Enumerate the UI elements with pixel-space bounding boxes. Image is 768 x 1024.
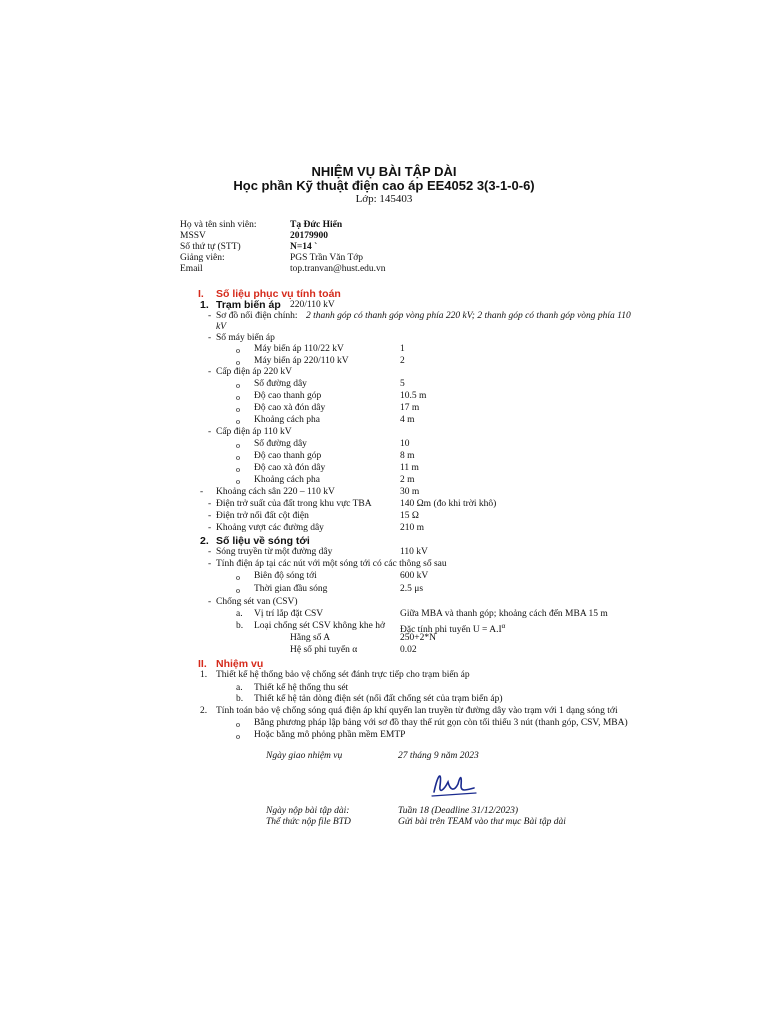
circle-bullet-icon: o xyxy=(236,358,240,367)
task-number: 2. xyxy=(200,706,208,716)
task-number: a. xyxy=(236,683,243,693)
csv-exponent: α xyxy=(501,622,506,630)
ngay-nop-label: Ngày nộp bài tập dài: xyxy=(266,806,350,816)
song-truyen-label: Sóng truyền từ một đường dây xyxy=(216,547,333,557)
cap110-item-label: Khoảng cách pha xyxy=(254,475,320,485)
cap110-item-value: 8 m xyxy=(400,451,415,461)
circle-bullet-icon: o xyxy=(236,417,240,426)
hang-so-label: Hằng số A xyxy=(290,633,331,643)
tinh-dien-ap-text: Tính điện áp tại các nút với một sóng tới có các thông số sau xyxy=(216,559,447,569)
so-do-label: Sơ đồ nối điện chính: xyxy=(216,311,298,321)
signature-icon xyxy=(428,766,480,802)
circle-bullet-icon: o xyxy=(236,441,240,450)
mba-label: Máy biến áp 220/110 kV xyxy=(254,356,349,366)
course-line: Học phần Kỹ thuật điện cao áp EE4052 3(3-1-0-6) xyxy=(233,178,535,193)
email-link[interactable]: top.tranvan@hust.edu.vn xyxy=(290,264,386,274)
section-1-number: I. xyxy=(198,288,204,300)
task-text: Thiết kế hệ tản dòng điện sét (nối đất chống sét của trạm biến áp) xyxy=(254,694,503,704)
ngay-giao-value: 27 tháng 9 năm 2023 xyxy=(398,751,479,761)
circle-bullet-icon: o xyxy=(236,381,240,390)
dash-bullet: - xyxy=(208,499,212,509)
cap110-item-label: Số đường dây xyxy=(254,439,307,449)
info-label: Họ và tên sinh viên: xyxy=(180,220,257,230)
subsection-1-number: 1. xyxy=(200,299,209,311)
so-may-label: Số máy biến áp xyxy=(216,333,275,343)
cap110-label: Cấp điện áp 110 kV xyxy=(216,427,292,437)
cap220-item-label: Khoảng cách pha xyxy=(254,415,320,425)
ngay-nop-value: Tuần 18 (Deadline 31/12/2023) xyxy=(398,806,519,816)
info-value: PGS Trần Văn Tớp xyxy=(290,253,364,263)
misc-label: Điện trở nối đất cột điện xyxy=(216,511,309,521)
the-thuc-label: Thể thức nộp file BTD xyxy=(266,817,351,827)
task-number: 1. xyxy=(200,670,208,680)
circle-bullet-icon: o xyxy=(236,346,240,355)
circle-bullet-icon: o xyxy=(236,393,240,402)
task-text: Tính toán bảo vệ chống sóng quá điện áp khí quyển lan truyền từ đường dây vào trạm với 1 dạng sóng tới xyxy=(216,706,618,716)
misc-label: Khoảng cách sân 220 – 110 kV xyxy=(216,487,335,497)
task-text: Thiết kế hệ thống thu sét xyxy=(254,683,349,693)
cap110-item-value: 10 xyxy=(400,439,410,449)
section-1-title: Số liệu phục vụ tính toán xyxy=(216,288,341,300)
so-do-value: 2 thanh góp có thanh góp vòng phía 220 kV; 2 thanh góp có thanh góp vòng phía 110 xyxy=(306,311,631,321)
hang-so-value: 250+2*N xyxy=(400,633,436,643)
task-text: Bằng phương pháp lập bảng với sơ đồ thay thế rút gọn còn tối thiểu 3 nút (thanh góp, CSV, MBA) xyxy=(254,718,628,728)
circle-bullet-icon: o xyxy=(236,453,240,462)
misc-value: 30 m xyxy=(400,487,420,497)
section-2-number: II. xyxy=(198,658,207,670)
misc-value: 210 m xyxy=(400,523,425,533)
csv-label: Chống sét van (CSV) xyxy=(216,597,298,607)
the-thuc-value: Gửi bài trên TEAM vào thư mục Bài tập dài xyxy=(398,817,566,827)
cap220-item-value: 10.5 m xyxy=(400,391,427,401)
cap110-item-label: Độ cao xà đón dây xyxy=(254,463,326,473)
csv-item-number: b. xyxy=(236,621,244,631)
he-so-value: 0.02 xyxy=(400,645,417,655)
misc-label: Điện trở suất của đất trong khu vực TBA xyxy=(216,499,372,509)
class-line: Lớp: 145403 xyxy=(355,193,413,205)
so-do-value-cont: kV xyxy=(216,322,227,332)
subsection-1-title: Trạm biến áp xyxy=(216,299,281,311)
misc-label: Khoảng vượt các đường dây xyxy=(216,523,324,533)
csv-item-number: a. xyxy=(236,609,243,619)
song-label: Biên độ sóng tới xyxy=(254,571,317,581)
dash-bullet: - xyxy=(208,523,212,533)
info-value: Tạ Đức Hiển xyxy=(290,220,343,230)
info-label: MSSV xyxy=(180,231,206,241)
dash-bullet: - xyxy=(208,427,212,437)
cap110-item-value: 2 m xyxy=(400,475,415,485)
mba-label: Máy biến áp 110/22 kV xyxy=(254,344,344,354)
cap110-item-label: Độ cao thanh góp xyxy=(254,451,322,461)
csv-item-label: Vị trí lắp đặt CSV xyxy=(254,609,324,619)
csv-item-label: Loại chống sét CSV không khe hở xyxy=(254,621,385,631)
dash-bullet: - xyxy=(208,511,212,521)
dash-bullet: - xyxy=(208,547,212,557)
dash-bullet: - xyxy=(208,559,212,569)
circle-bullet-icon: o xyxy=(236,405,240,414)
mba-value: 2 xyxy=(400,356,405,366)
circle-bullet-icon: o xyxy=(236,465,240,474)
cap220-label: Cấp điện áp 220 kV xyxy=(216,367,292,377)
circle-bullet-icon: o xyxy=(236,732,240,741)
info-value: N=14 ` xyxy=(290,242,318,252)
subsection-2-number: 2. xyxy=(200,535,209,547)
circle-bullet-icon: o xyxy=(236,720,240,729)
ngay-giao-label: Ngày giao nhiệm vụ xyxy=(266,751,343,761)
song-value: 600 kV xyxy=(400,571,429,581)
task-text: Thiết kế hệ thống bảo vệ chống sét đánh trực tiếp cho trạm biến áp xyxy=(216,670,470,680)
dash-bullet: - xyxy=(208,367,212,377)
cap220-item-value: 4 m xyxy=(400,415,415,425)
info-label: Số thứ tự (STT) xyxy=(180,242,241,252)
task-text: Hoặc bằng mô phỏng phần mềm EMTP xyxy=(254,730,406,740)
section-2-title: Nhiệm vụ xyxy=(216,658,264,670)
cap220-item-label: Độ cao xà đón dây xyxy=(254,403,326,413)
cap220-item-value: 17 m xyxy=(400,403,420,413)
info-label: Giảng viên: xyxy=(180,253,225,263)
song-label: Thời gian đầu sóng xyxy=(254,584,328,594)
info-label: Email xyxy=(180,264,203,274)
dash-bullet: - xyxy=(200,487,204,497)
cap220-item-label: Độ cao thanh góp xyxy=(254,391,322,401)
cap220-item-label: Số đường dây xyxy=(254,379,307,389)
circle-bullet-icon: o xyxy=(236,477,240,486)
song-truyen-value: 110 kV xyxy=(400,547,428,557)
misc-value: 15 Ω xyxy=(400,511,419,521)
misc-value: 140 Ωm (đo khi trời khô) xyxy=(400,499,497,509)
song-value: 2.5 μs xyxy=(400,584,424,594)
mba-value: 1 xyxy=(400,344,405,354)
he-so-label: Hệ số phi tuyến α xyxy=(290,645,358,655)
document-title: NHIỆM VỤ BÀI TẬP DÀI xyxy=(311,164,457,179)
subsection-1-value: 220/110 kV xyxy=(290,300,335,310)
cap110-item-value: 11 m xyxy=(400,463,419,473)
dash-bullet: - xyxy=(208,311,212,321)
info-value: 20179900 xyxy=(290,231,328,241)
circle-bullet-icon: o xyxy=(236,586,240,595)
csv-item-value: Giữa MBA và thanh góp; khoảng cách đến MBA 15 m xyxy=(400,609,608,619)
dash-bullet: - xyxy=(208,333,212,343)
cap220-item-value: 5 xyxy=(400,379,405,389)
csv-formula: Đặc tính phi tuyến U = A.I xyxy=(400,625,502,636)
dash-bullet: - xyxy=(208,597,212,607)
subsection-2-title: Số liệu về sóng tới xyxy=(216,535,310,547)
task-number: b. xyxy=(236,694,244,704)
circle-bullet-icon: o xyxy=(236,573,240,582)
